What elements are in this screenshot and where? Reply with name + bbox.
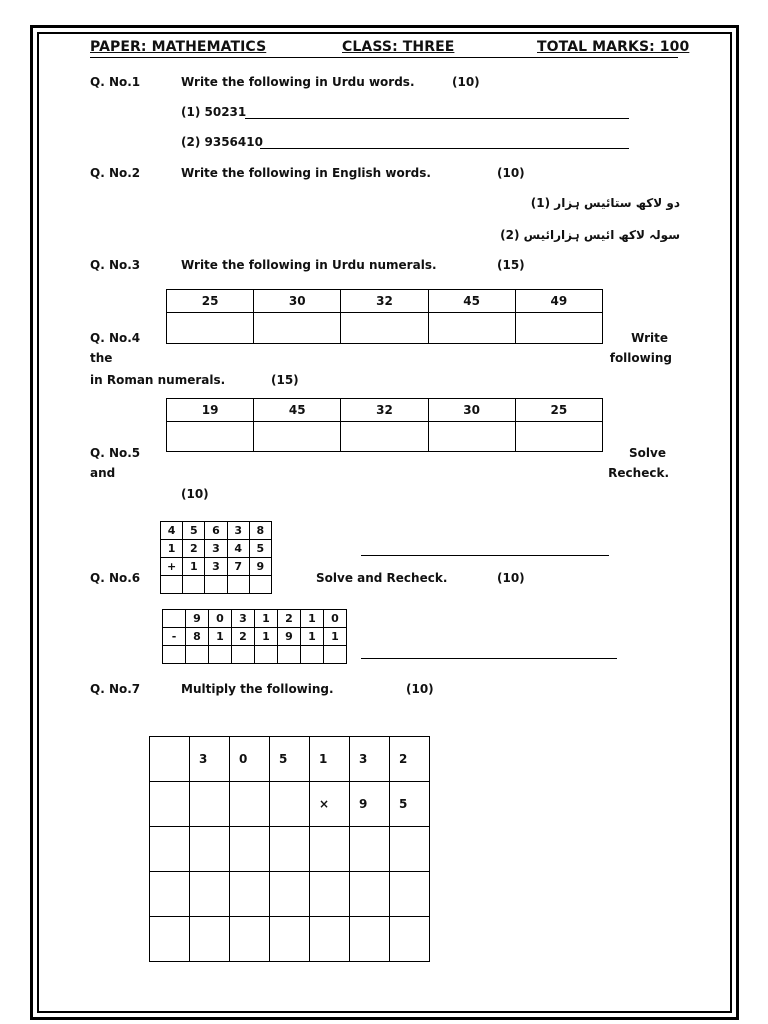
q6-answer-cell[interactable]	[255, 646, 278, 664]
q7-answer-cell[interactable]	[390, 872, 430, 917]
q7-digit-cell: 3	[190, 737, 230, 782]
q7-answer-cell[interactable]	[350, 827, 390, 872]
q7-times-sign: ×	[310, 782, 350, 827]
q5-digit-cell: 9	[249, 558, 271, 576]
q6-digit-cell: 1	[324, 628, 347, 646]
q7-answer-cell[interactable]	[390, 917, 430, 962]
q7-answer-cell[interactable]	[190, 872, 230, 917]
q1-item-1: (1) 50231	[181, 105, 247, 119]
q6-recheck-line[interactable]	[361, 658, 617, 659]
q6-instruction: Solve and Recheck.	[316, 571, 448, 585]
q6-answer-cell[interactable]	[301, 646, 324, 664]
q7-digit-cell: 5	[390, 782, 430, 827]
q7-answer-cell[interactable]	[230, 917, 270, 962]
q5-marks: (10)	[181, 487, 209, 501]
q7-cell	[150, 782, 190, 827]
q5-digit-cell: 3	[205, 558, 227, 576]
q5-digit-cell: 4	[227, 540, 249, 558]
q5-digit-cell: 5	[249, 540, 271, 558]
q4-word-write: Write	[631, 331, 668, 345]
q3-number-cell: 30	[254, 290, 341, 313]
q5-answer-cell[interactable]	[161, 576, 183, 594]
q7-multiplication-grid	[149, 736, 430, 962]
q7-cell	[190, 782, 230, 827]
q7-answer-cell[interactable]	[190, 827, 230, 872]
q2-urdu-item-1: دو لاکھ ستائیس ہزار (1)	[530, 196, 680, 210]
q6-subtraction-grid	[162, 609, 347, 664]
q4-answer-cell[interactable]	[254, 422, 341, 452]
q3-answer-cell[interactable]	[428, 313, 515, 344]
q5-digit-cell: 3	[227, 522, 249, 540]
q6-digit-cell: 8	[186, 628, 209, 646]
q5-answer-cell[interactable]	[205, 576, 227, 594]
q7-digit-cell: 1	[310, 737, 350, 782]
q7-instruction: Multiply the following.	[181, 682, 334, 696]
q5-digit-cell: 3	[205, 540, 227, 558]
q6-marks: (10)	[497, 571, 525, 585]
q4-answer-cell[interactable]	[428, 422, 515, 452]
q2-label: Q. No.2	[90, 166, 141, 180]
q5-addition-grid	[160, 521, 272, 594]
q1-marks: (10)	[452, 75, 480, 89]
q6-digit-cell: 1	[209, 628, 232, 646]
q4-number-cell: 25	[515, 399, 602, 422]
q1-instruction: Write the following in Urdu words.	[181, 75, 415, 89]
q1-item-2: (2) 9356410	[181, 135, 263, 149]
q3-answer-cell[interactable]	[254, 313, 341, 344]
q6-digit-cell: 3	[232, 610, 255, 628]
q7-answer-cell[interactable]	[310, 917, 350, 962]
q5-digit-cell: 1	[183, 558, 205, 576]
q4-number-cell: 30	[428, 399, 515, 422]
q7-answer-cell[interactable]	[310, 827, 350, 872]
q7-digit-cell: 9	[350, 782, 390, 827]
q7-answer-cell[interactable]	[350, 872, 390, 917]
q6-label: Q. No.6	[90, 571, 141, 585]
q4-label: Q. No.4	[90, 331, 141, 345]
q4-number-cell: 19	[167, 399, 254, 422]
q6-digit-cell: 1	[255, 610, 278, 628]
q3-number-cell: 45	[428, 290, 515, 313]
q6-answer-cell[interactable]	[324, 646, 347, 664]
q7-answer-cell[interactable]	[270, 872, 310, 917]
q3-label: Q. No.3	[90, 258, 141, 272]
q7-answer-cell[interactable]	[150, 827, 190, 872]
q6-digit-cell: 0	[209, 610, 232, 628]
q3-answer-cell[interactable]	[167, 313, 254, 344]
q7-cell	[230, 782, 270, 827]
q6-digit-cell: 1	[255, 628, 278, 646]
q5-word-recheck: Recheck.	[608, 466, 669, 480]
q5-digit-cell: 1	[161, 540, 183, 558]
q4-word-following: following	[609, 351, 672, 365]
q5-label: Q. No.5	[90, 446, 141, 460]
q7-cell	[270, 782, 310, 827]
q7-digit-cell: 2	[390, 737, 430, 782]
q5-digit-cell: 8	[249, 522, 271, 540]
q3-number-cell: 32	[341, 290, 428, 313]
q6-answer-cell[interactable]	[209, 646, 232, 664]
q6-answer-cell[interactable]	[232, 646, 255, 664]
q7-label: Q. No.7	[90, 682, 141, 696]
q4-number-cell: 32	[341, 399, 428, 422]
q4-word-the: the	[90, 351, 113, 365]
q5-digit-cell: 6	[205, 522, 227, 540]
q6-digit-cell: 2	[232, 628, 255, 646]
q5-plus-sign: +	[161, 558, 183, 576]
q7-answer-cell[interactable]	[230, 827, 270, 872]
q4-instruction-line: in Roman numerals.	[90, 373, 226, 387]
q4-answer-cell[interactable]	[341, 422, 428, 452]
q1-answer-line-1[interactable]	[245, 118, 629, 119]
q4-marks: (15)	[271, 373, 299, 387]
q6-digit-cell: 2	[278, 610, 301, 628]
q7-answer-cell[interactable]	[270, 827, 310, 872]
q6-digit-cell: 0	[324, 610, 347, 628]
header-total-marks: TOTAL MARKS: 100	[537, 39, 690, 55]
q5-word-solve: Solve	[629, 446, 666, 460]
header-paper: PAPER: MATHEMATICS	[90, 39, 267, 55]
q6-answer-cell[interactable]	[186, 646, 209, 664]
q7-marks: (10)	[406, 682, 434, 696]
q3-answer-cell[interactable]	[515, 313, 602, 344]
q6-sign-cell	[163, 610, 186, 628]
q6-answer-cell[interactable]	[278, 646, 301, 664]
q2-urdu-item-2: سولہ لاکھ ائیس ہزارائیس (2)	[500, 228, 680, 242]
q7-answer-cell[interactable]	[230, 872, 270, 917]
q4-number-cell: 45	[254, 399, 341, 422]
q7-answer-cell[interactable]	[390, 827, 430, 872]
q2-instruction: Write the following in English words.	[181, 166, 431, 180]
q7-digit-cell: 5	[270, 737, 310, 782]
q6-digit-cell: 1	[301, 628, 324, 646]
q3-number-cell: 49	[515, 290, 602, 313]
q2-marks: (10)	[497, 166, 525, 180]
q5-digit-cell: 7	[227, 558, 249, 576]
header-class: CLASS: THREE	[342, 39, 455, 55]
q7-digit-cell: 3	[350, 737, 390, 782]
q5-answer-cell[interactable]	[227, 576, 249, 594]
q1-label: Q. No.1	[90, 75, 141, 89]
header-underline	[90, 57, 678, 58]
q5-digit-cell: 5	[183, 522, 205, 540]
q7-answer-cell[interactable]	[150, 917, 190, 962]
q5-digit-cell: 2	[183, 540, 205, 558]
q7-digit-cell: 0	[230, 737, 270, 782]
q7-answer-cell[interactable]	[150, 872, 190, 917]
q6-digit-cell: 9	[278, 628, 301, 646]
q3-number-table	[166, 289, 603, 344]
q4-number-table	[166, 398, 603, 452]
q7-answer-cell[interactable]	[270, 917, 310, 962]
q5-digit-cell: 4	[161, 522, 183, 540]
q3-marks: (15)	[497, 258, 525, 272]
q5-answer-cell[interactable]	[183, 576, 205, 594]
q3-number-cell: 25	[167, 290, 254, 313]
q4-answer-cell[interactable]	[515, 422, 602, 452]
q7-answer-cell[interactable]	[350, 917, 390, 962]
q7-answer-cell[interactable]	[310, 872, 350, 917]
q7-answer-cell[interactable]	[190, 917, 230, 962]
q6-minus-sign: -	[163, 628, 186, 646]
q6-digit-cell: 9	[186, 610, 209, 628]
q5-word-and: and	[90, 466, 116, 480]
q4-answer-cell[interactable]	[167, 422, 254, 452]
q5-answer-cell[interactable]	[249, 576, 271, 594]
q3-instruction: Write the following in Urdu numerals.	[181, 258, 437, 272]
q7-cell	[150, 737, 190, 782]
q5-recheck-line[interactable]	[361, 555, 609, 556]
q3-answer-cell[interactable]	[341, 313, 428, 344]
q1-answer-line-2[interactable]	[260, 148, 629, 149]
q6-digit-cell: 1	[301, 610, 324, 628]
q6-answer-cell[interactable]	[163, 646, 186, 664]
